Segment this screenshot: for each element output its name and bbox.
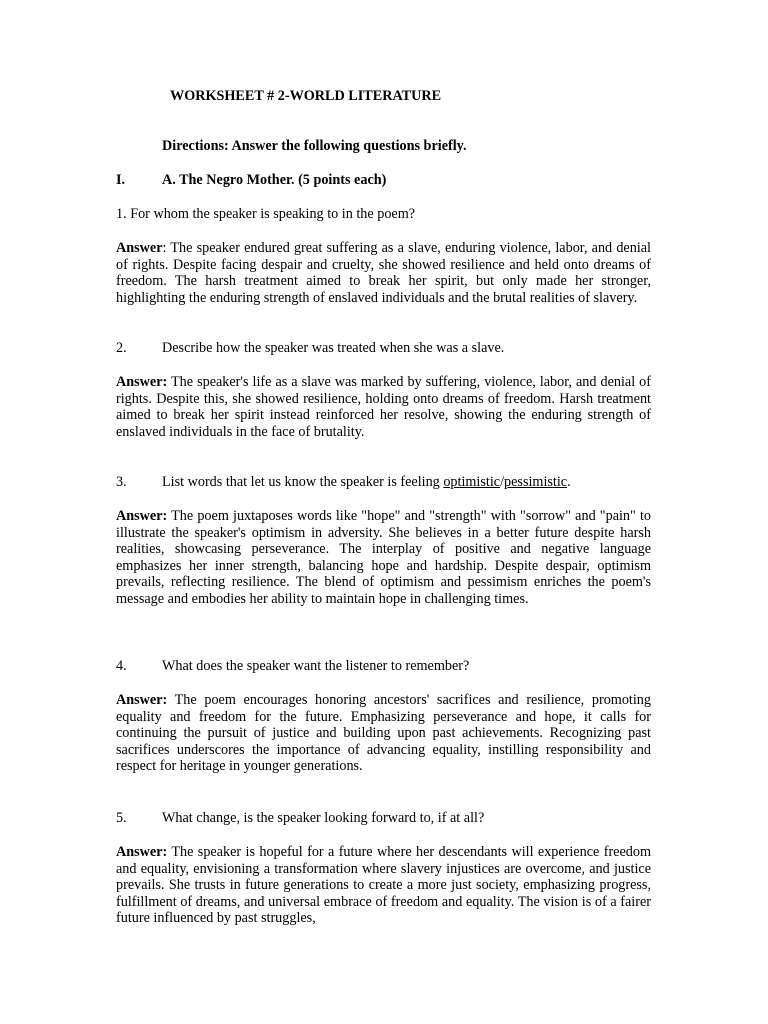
question-1: 1. For whom the speaker is speaking to in the poem? (116, 206, 416, 222)
answer-label: Answer: (116, 508, 168, 524)
answer-5-text: The speaker is hopeful for a future where her descendants will experience freedom and equality, envisioning a transformation where slavery injustices are overcome, and justice prevails. She trusts in future generations to create a more just society, emphasizing progress, fulfillment of dreams, and universal embrace of freedom and equality. The vision is of a fairer future influenced by past struggles, (116, 844, 651, 926)
question-4-text: What does the speaker want the listener to remember? (162, 658, 470, 674)
question-3-text (162, 474, 571, 491)
section-number: I. (116, 172, 126, 188)
question-5-number: 5. (116, 810, 127, 826)
word-pessimistic: pessimistic (504, 474, 568, 490)
answer-5 (116, 844, 651, 927)
answer-label: Answer: (116, 844, 168, 860)
question-3-period: . (567, 474, 571, 490)
worksheet-title: WORKSHEET # 2-WORLD LITERATURE (170, 88, 442, 104)
directions-text: Directions: Answer the following questions briefly. (162, 138, 467, 154)
answer-2-text: The speaker's life as a slave was marked by suffering, violence, labor, and denial of rights. Despite this, she showed resilience, holding onto dreams of freedom. Harsh treatment aimed to break her spirit instead reinforced her resolve, showing the enduring strength of enslaved individuals in the face of brutality. (116, 374, 651, 440)
word-optimistic: optimistic (443, 474, 501, 490)
answer-label: Answer: (116, 374, 168, 390)
answer-label: Answer: (116, 692, 168, 708)
question-3-text-before: List words that let us know the speaker is feeling (162, 474, 444, 490)
answer-4-text: The poem encourages honoring ancestors' sacrifices and resilience, promoting equality and freedom for the future. Emphasizing perseverance and hope, it calls for continuing the pursuit of justice and building upon past achievements. Recognizing past sacrifices underscores the importance of advancing equality, instilling responsibility and respect for heritage in younger generations. (116, 692, 651, 774)
question-5-text: What change, is the speaker looking forward to, if at all? (162, 810, 485, 826)
slash: / (500, 474, 505, 490)
answer-4 (116, 692, 651, 775)
answer-3-text: The poem juxtaposes words like "hope" and "strength" with "sorrow" and "pain" to illustrate the speaker's optimism in adversity. She believes in a better future despite harsh realities, showcasing perseverance. The interplay of positive and negative language emphasizes her inner strength, balancing hope and hardship. Despite despair, optimism prevails, reflecting resilience. The blend of optimism and pessimism enriches the poem's message and embodies her ability to maintain hope in challenging times. (116, 508, 651, 607)
question-4-number: 4. (116, 658, 127, 674)
section-title: A. The Negro Mother. (5 points each) (162, 172, 387, 188)
question-2-number: 2. (116, 340, 127, 356)
answer-label: Answer (116, 240, 163, 256)
answer-1-text: : The speaker endured great suffering as a slave, enduring violence, labor, and denial of rights. Despite facing despair and cruelty, she showed resilience and held onto dreams of freedom. The harsh treatment aimed to break her spirit, but only made her stronger, highlighting the enduring strength of enslaved individuals and the brutal realities of slavery. (116, 240, 651, 306)
answer-2 (116, 374, 651, 440)
question-3-number: 3. (116, 474, 127, 490)
answer-3 (116, 508, 651, 607)
question-2-text: Describe how the speaker was treated when she was a slave. (162, 340, 505, 356)
answer-1 (116, 240, 651, 306)
